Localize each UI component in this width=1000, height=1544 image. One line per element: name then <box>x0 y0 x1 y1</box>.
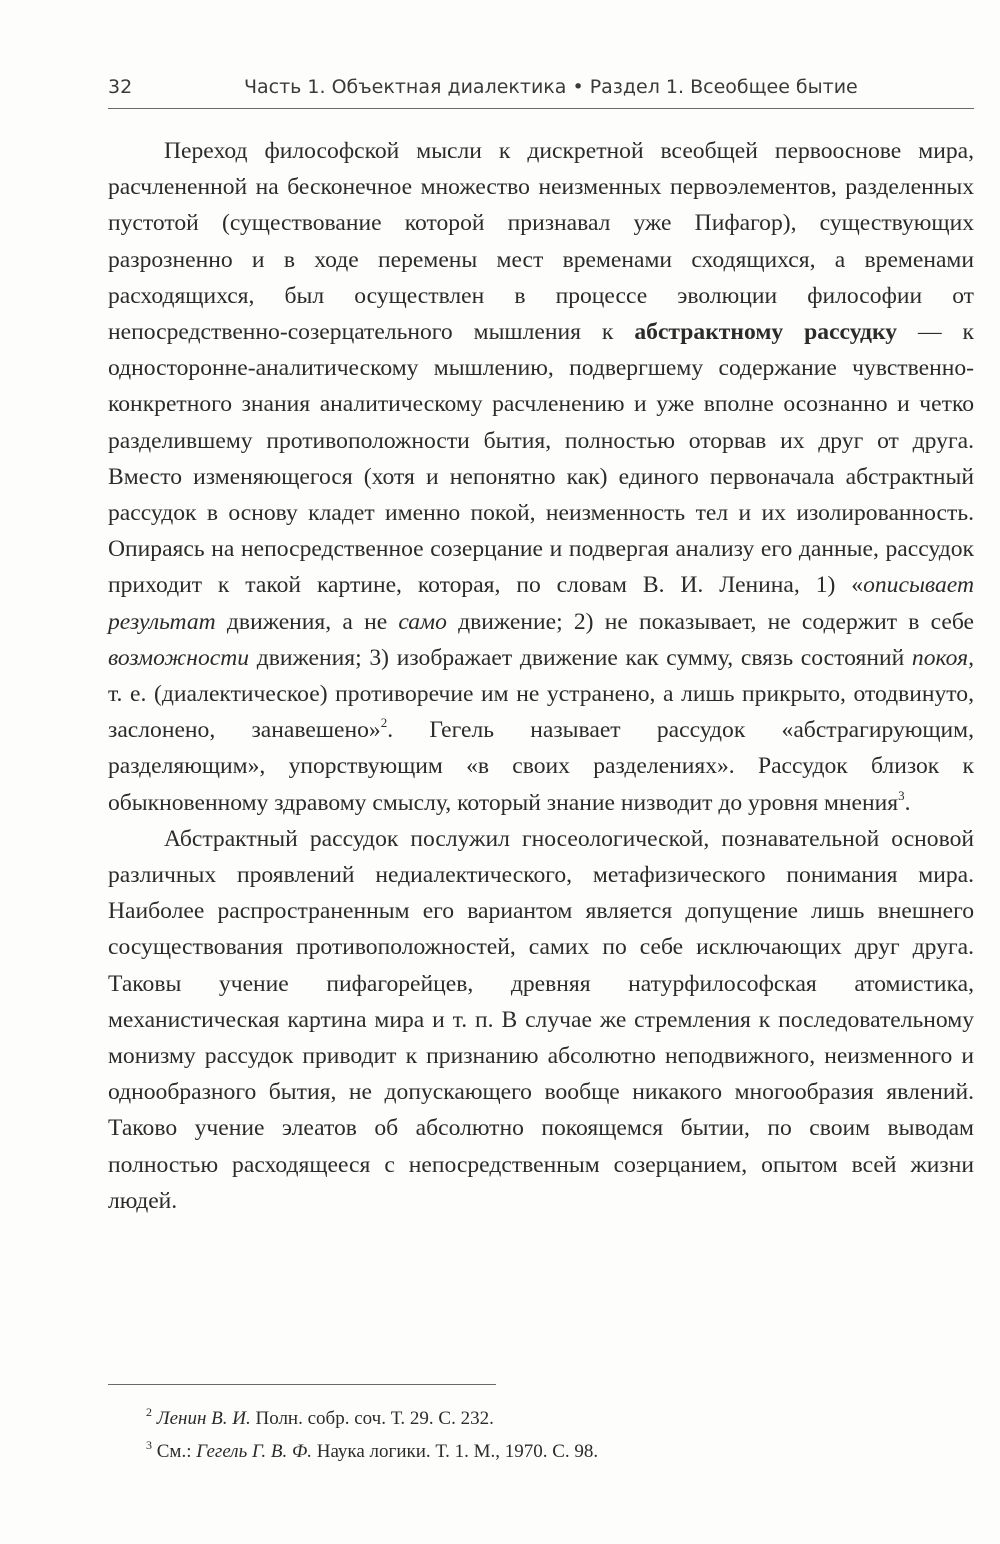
text-segment: Переход философской мысли к дискретной всеобщей первооснове мира, расчлененной на бесконечное множество неизменных первоэлементов, разделенных пустотой (существование которой признавал уже Пифагор), существующих разрозненно и в ходе перемены мест временами сходящихся, а временами расходящихся, был осуществлен в процессе эволюции философии от непосредственно-созерцательного мышления к <box>108 138 974 346</box>
header-divider <box>108 108 974 109</box>
page-header <box>108 70 974 104</box>
footnote-divider <box>108 1384 496 1385</box>
text-segment: т. е. (диалектическое) противоречие им не устранено, а лишь прикрыто, отодвинуто, заслонено, занавешено» <box>108 681 974 744</box>
footnote-ref: 3 <box>898 787 905 803</box>
paragraph <box>108 133 974 821</box>
text-segment: само <box>398 608 447 635</box>
text-segment: . Гегель называет рассудок «абстрагирующим, разделяющим», упорствующим «в своих разделениях». Рассудок близок к обыкновенному здравому смыслу, который знание низводит до уровня мнения <box>108 717 974 816</box>
text-segment: движение; 2) не показывает, не содержит в себе <box>446 608 974 635</box>
footnote-number: 2 <box>146 1404 152 1419</box>
text-segment: описывает результат <box>108 572 974 635</box>
page-number: 32 <box>108 76 133 98</box>
footnotes <box>108 1402 974 1468</box>
footnote-text: Наука логики. Т. 1. М., 1970. С. 98. <box>311 1441 599 1462</box>
footnote-prefix: См.: <box>156 1441 197 1462</box>
footnote-number: 3 <box>146 1437 152 1452</box>
footnote-ref: 2 <box>380 715 388 731</box>
footnote-author: Ленин В. И. <box>156 1408 251 1429</box>
footnote-author: Гегель Г. В. Ф. <box>196 1441 312 1462</box>
text-segment: движения, а не <box>215 608 399 635</box>
text-segment: покоя, <box>911 644 974 671</box>
main-text <box>108 133 974 1219</box>
running-title: Часть 1. Объектная диалектика • Раздел 1. Всеобщее бытие <box>244 76 858 98</box>
text-segment: Абстрактный рассудок послужил гносеологической, познавательной основой различных проявлений недиалектического, метафизического понимания мира. Наиболее распространенным его вариантом является допущение лишь внешнего сосуществования противоположностей, самих по себе исключающих друг друга. Таковы учение пифагорейцев, древняя натурфилософская атомистика, механистическая картина мира и т. п. В случае же стремления к последовательному монизму рассудок приводит к признанию абсолютно неподвижного, неизменного и однообразного бытия, не допускающего вообще никакого многообразия явлений. Таково учение элеатов об абсолютно покоящемся бытии, по своим выводам полностью расходящееся с непосредственным созерцанием, опытом всей жизни людей. <box>108 825 974 1214</box>
text-segment: возможности <box>108 644 250 671</box>
text-segment: . <box>904 789 911 816</box>
paragraph <box>108 821 974 1219</box>
footnote <box>108 1402 974 1435</box>
footnote-text: Полн. собр. соч. Т. 29. С. 232. <box>250 1408 494 1429</box>
text-segment: — к односторонне-аналитическому мышлению, подвергшему содержание чувственно-конкретного знания аналитическому расчленению и уже вполне осознанно и четко разделившему противоположности бытия, полностью оторвав их друг от друга. Вместо изменяющегося (хотя и непонятно как) единого первоначала абстрактный рассудок в основу кладет именно покой, неизменность тел и их изолированность. Опираясь на непосредственное созерцание и подвергая анализу его данные, рассудок приходит к такой картине, которая, по словам В. И. Ленина, 1) « <box>108 319 975 599</box>
text-segment: движения; 3) изображает движение как сумму, связь состояний <box>249 644 912 671</box>
text-segment: абстрактному рассудку <box>634 319 898 346</box>
footnote <box>108 1435 974 1468</box>
